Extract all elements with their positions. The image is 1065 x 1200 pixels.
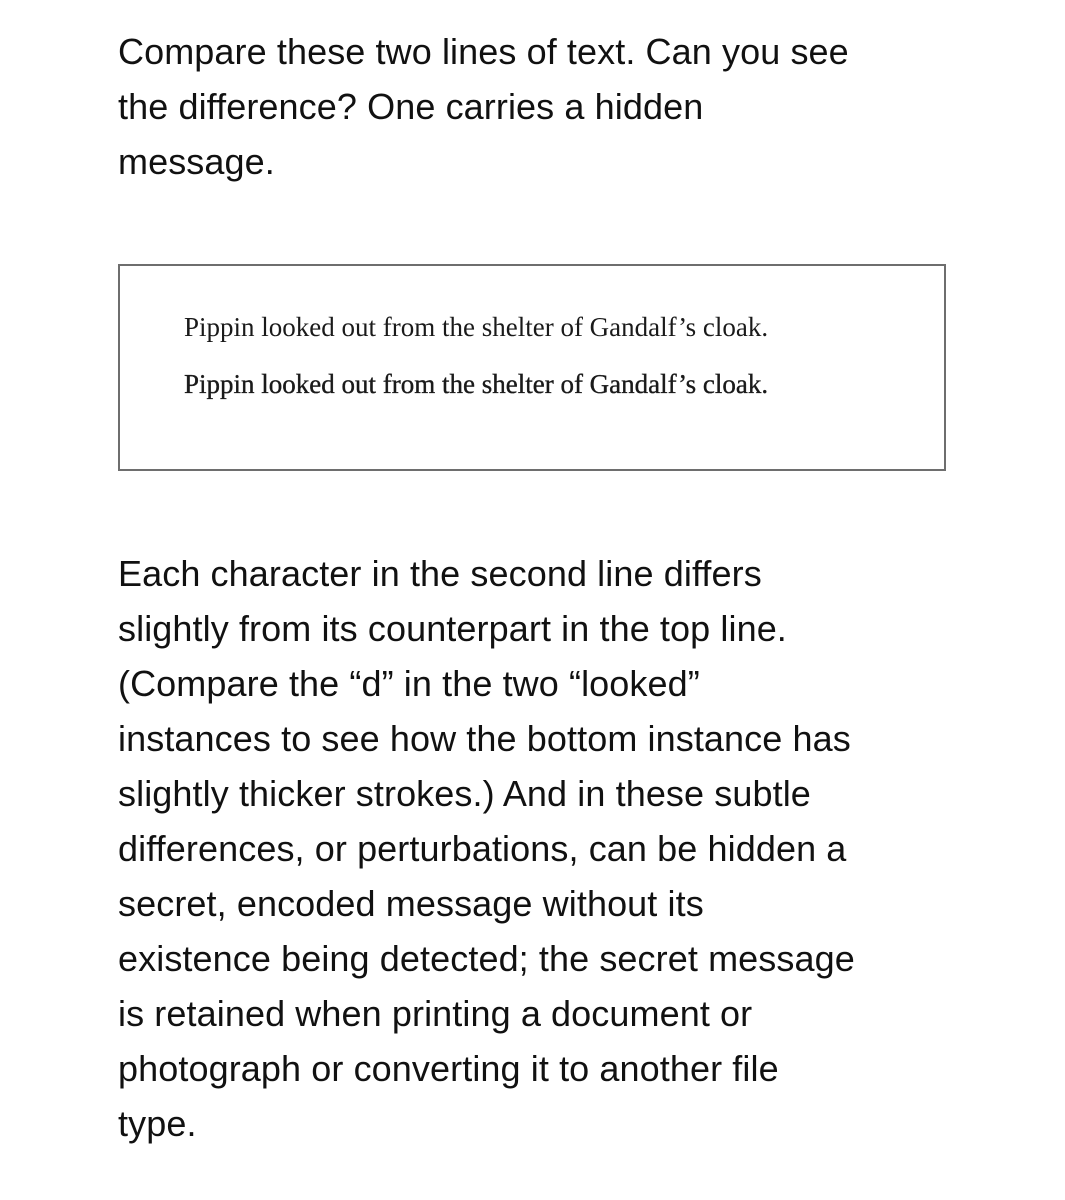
sample-line-original: Pippin looked out from the shelter of Gandalf’s cloak. <box>184 312 769 342</box>
text-sample-box <box>118 264 946 471</box>
sample-line-encoded: Pippin looked out from the shelter of Gandalf’s cloak. <box>184 369 769 399</box>
intro-paragraph: Compare these two lines of text. Can you see the difference? One carries a hidden message. <box>118 31 849 182</box>
explanation-paragraph: Each character in the second line differs slightly from its counterpart in the top line. (Compare the “d” in the two “looked” instances to see how the bottom instance has slightly thicker strokes.) And in these subtle differences, or perturbations, can be hidden a secret, encoded message without its existence being detected; the secret message is retained when printing a document or photograph or converting it to another file type. <box>118 553 855 1144</box>
